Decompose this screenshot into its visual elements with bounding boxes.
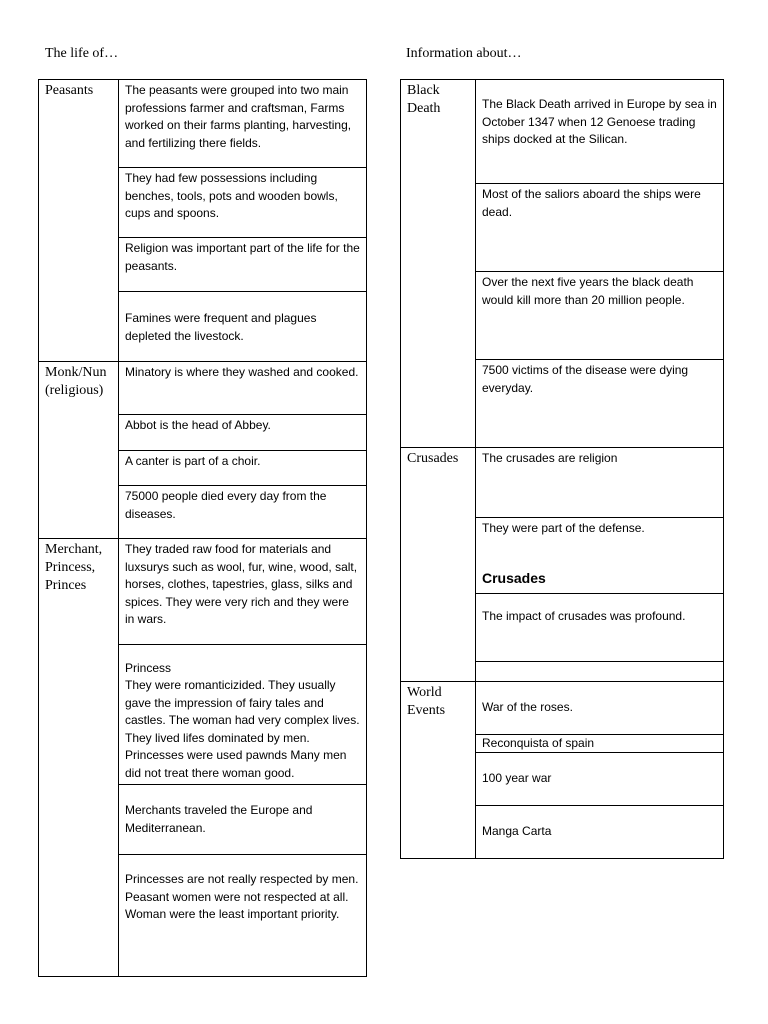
table-cell-text: They were part of the defense. [482,521,645,535]
table-cell: The impact of crusades was profound. [476,594,724,662]
table-cell: They had few possessions including benches, tools, pots and wooden bowls, cups and spoons. [119,168,367,238]
table-cell: Minatory is where they washed and cooked. [119,362,367,415]
table-cell: 7500 victims of the disease were dying everyday. [476,360,724,448]
table-cell: Famines were frequent and plagues depleted the livestock. [119,292,367,362]
table-cell: Over the next five years the black death would kill more than 20 million people. [476,272,724,360]
table-cell: 100 year war [476,753,724,806]
life-of-table [38,79,367,977]
table-cell: Abbot is the head of Abbey. [119,415,367,451]
table-cell: A canter is part of a choir. [119,451,367,486]
table-cell: Princess They were romanticizided. They usually gave the impression of fairy tales and castles. The woman had very complex lives. They lived lifes dominated by men. Princesses were used pawnds Many men did not treat there woman good. [119,645,367,785]
table-cell: The crusades are religion [476,448,724,518]
category-monk-nun: Monk/Nun (religious) [39,362,119,539]
category-black-death: Black Death [401,80,476,448]
category-crusades: Crusades [401,448,476,682]
table-cell: War of the roses. [476,682,724,735]
table-cell [476,662,724,682]
table-cell: The Black Death arrived in Europe by sea in October 1347 when 12 Genoese trading ships docked at the Silican. [476,80,724,184]
right-heading: Information about… [406,46,522,61]
table-cell: Manga Carta [476,806,724,859]
category-peasants: Peasants [39,80,119,362]
left-heading: The life of… [45,46,119,61]
table-cell: Princesses are not really respected by men. Peasant women were not respected at all. Woman were the least important priority. [119,855,367,977]
table-cell: 75000 people died every day from the diseases. [119,486,367,539]
table-cell: The peasants were grouped into two main professions farmer and craftsman, Farms worked on their farms planting, harvesting, and fertilizing there fields. [119,80,367,168]
information-table [400,79,724,859]
table-cell [476,518,724,594]
table-cell: Merchants traveled the Europe and Mediterranean. [119,785,367,855]
category-merchant: Merchant, Princess, Princes [39,539,119,977]
table-cell: They traded raw food for materials and luxsurys such as wool, fur, wine, wood, salt, horses, clothes, tapestries, glass, silks and spices. They were very rich and they were in wars. [119,539,367,645]
table-cell: Reconquista of spain [476,735,724,753]
category-world-events: World Events [401,682,476,859]
table-cell: Most of the saliors aboard the ships were dead. [476,184,724,272]
crusades-heading: Crusades [482,570,546,586]
table-cell: Religion was important part of the life for the peasants. [119,238,367,292]
